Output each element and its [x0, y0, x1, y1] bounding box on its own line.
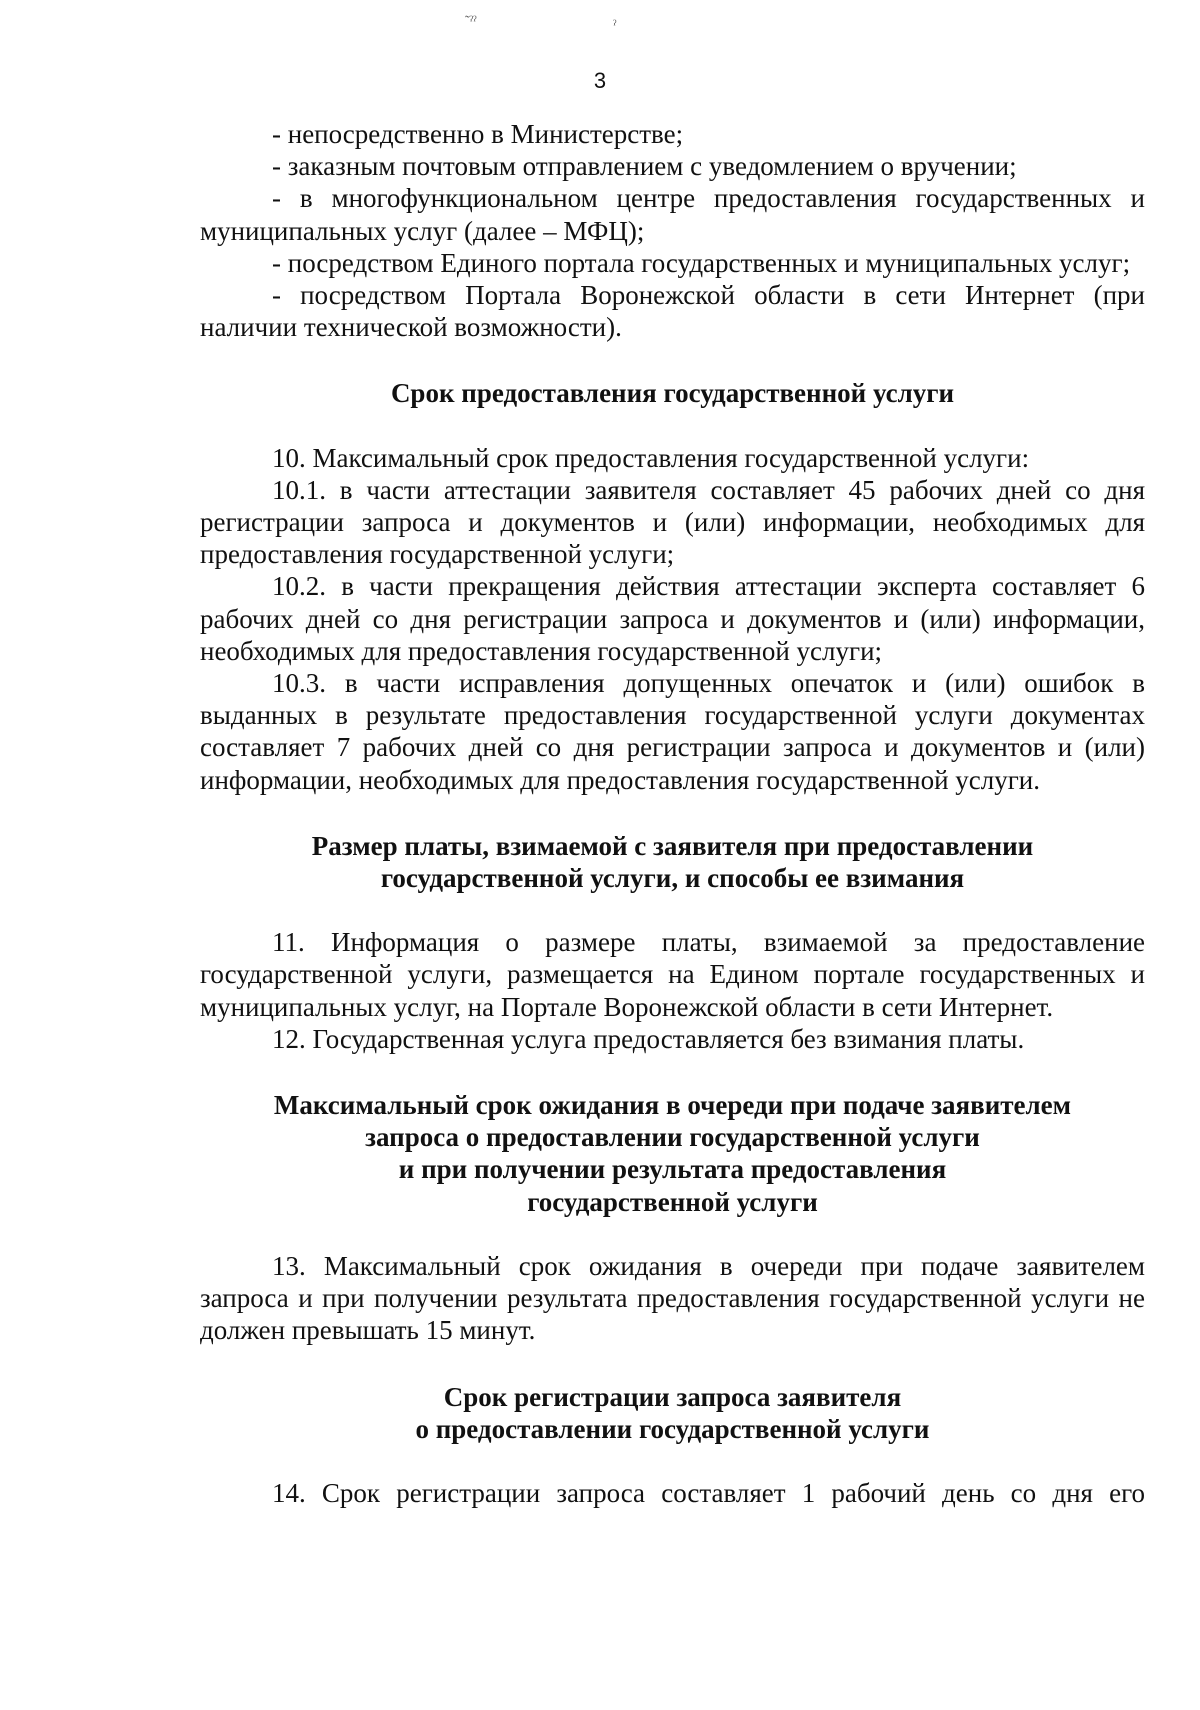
section-heading-term: Срок предоставления государственной услуги [390, 378, 955, 409]
list-item: - посредством Портала Воронежской области в сети Интернет (при наличии технической возможности). [200, 280, 1145, 343]
page-number: 3 [593, 68, 607, 93]
list-item: - посредством Единого портала государственных и муниципальных услуг; [272, 247, 1131, 278]
paragraph-10-3: 10.3. в части исправления допущенных опечаток и (или) ошибок в выданных в результате предоставления государственной услуги документах составляет 7 рабочих дней со дня регистрации запроса и документов и (или) информации, необходимых для предоставления государственной услуги. [200, 668, 1145, 795]
section-heading-registration: о предоставлении государственной услуги [415, 1413, 930, 1444]
paragraph-13: 13. Максимальный срок ожидания в очереди при подаче заявителем запроса и при получении результата предоставления государственной услуги не должен превышать 15 минут. [200, 1250, 1145, 1346]
paragraph-11: 11. Информация о размере платы, взимаемой за предоставление государственной услуги, размещается на Едином портале государственных и муниципальных услуг, на Портале Воронежской области в сети Интернет. [200, 927, 1145, 1022]
scan-artifact-mark: ˀ [613, 18, 617, 33]
section-heading-queue: запроса о предоставлении государственной услуги [365, 1122, 980, 1153]
section-heading-queue: Максимальный срок ожидания в очереди при подаче заявителем [273, 1090, 1072, 1121]
paragraph-14: 14. Срок регистрации запроса составляет 1 рабочий день со дня его [272, 1477, 1145, 1508]
paragraph-10-1: 10.1. в части аттестации заявителя составляет 45 рабочих дней со дня регистрации запроса и документов и (или) информации, необходимых для предоставления государственной услуги; [200, 474, 1145, 570]
section-heading-queue: и при получении результата предоставления [398, 1154, 947, 1185]
list-item: - непосредственно в Министерстве; [272, 119, 684, 149]
list-item: - в многофункциональном центре предоставления государственных и муниципальных услуг (далее – МФЦ); [200, 183, 1145, 246]
paragraph-10: 10. Максимальный срок предоставления государственной услуги: [272, 442, 1030, 473]
section-heading-fee: государственной услуги, и способы ее взимания [380, 863, 965, 894]
document-body [200, 118, 1145, 1509]
section-heading-registration: Срок регистрации запроса заявителя [443, 1381, 902, 1412]
section-heading-queue: государственной услуги [527, 1186, 818, 1217]
paragraph-10-2: 10.2. в части прекращения действия аттестации эксперта составляет 6 рабочих дней со дня регистрации запроса и документов и (или) информации, необходимых для предоставления государственной услуги; [200, 571, 1145, 666]
list-item: - заказным почтовым отправлением с уведомлением о вручении; [272, 151, 1017, 182]
scan-artifact-mark: ˜ˀˀ [465, 14, 477, 29]
section-heading-fee: Размер платы, взимаемой с заявителя при предоставлении [311, 830, 1034, 861]
paragraph-12: 12. Государственная услуга предоставляется без взимания платы. [272, 1023, 1025, 1054]
